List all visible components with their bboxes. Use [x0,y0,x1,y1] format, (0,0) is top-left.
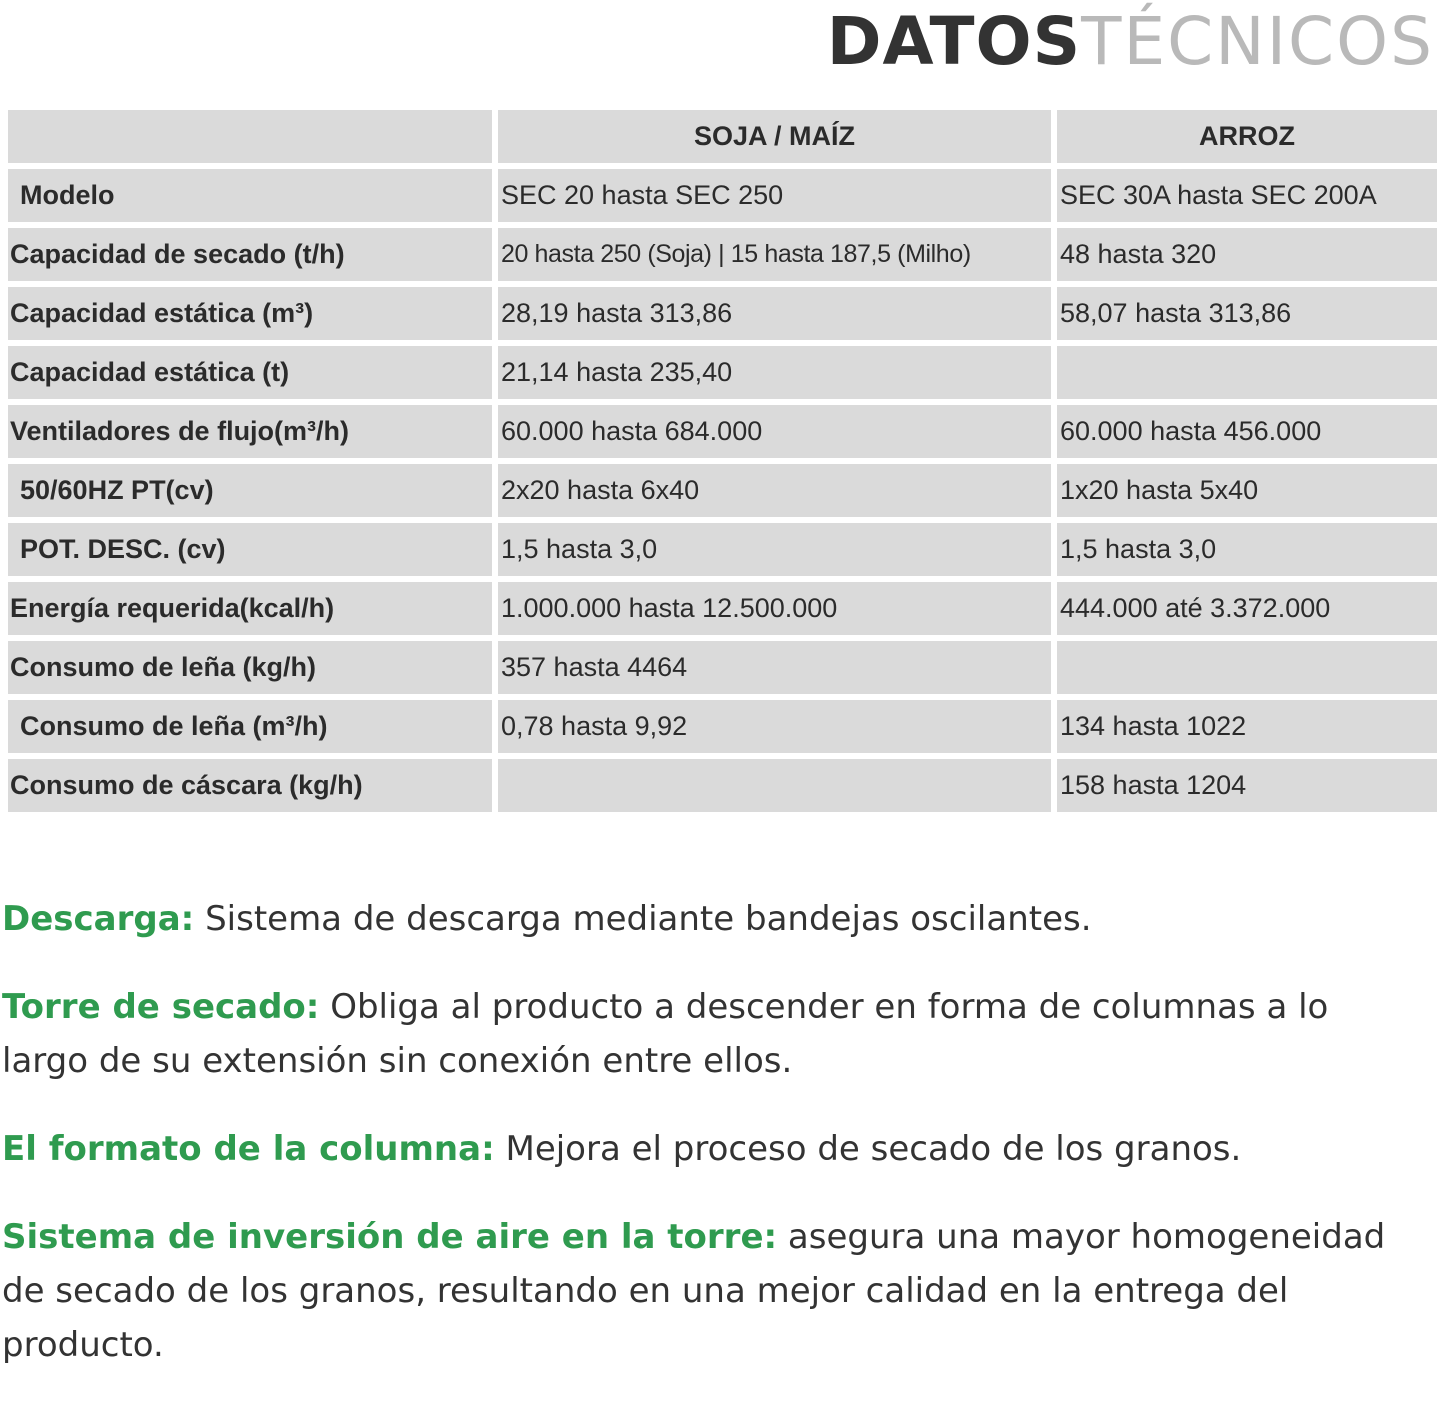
specs-table [2,104,1438,818]
table-row [8,641,1437,694]
cell-soja: 1.000.000 hasta 12.500.000 [498,582,1051,635]
note-text: Obliga al producto a descender en forma de columnas a lo largo de su extensión sin conexión entre ellos. [2,987,1329,1081]
header-soja-maiz: SOJA / MAÍZ [498,110,1051,163]
cell-arroz: 444.000 até 3.372.000 [1057,582,1437,635]
title-part-datos: DATOS [826,3,1082,80]
cell-soja: 1,5 hasta 3,0 [498,523,1051,576]
row-label: Modelo [8,169,492,222]
note-descarga [2,892,1422,946]
table-row [8,228,1437,281]
note-formato-columna [2,1122,1422,1176]
cell-arroz: 158 hasta 1204 [1057,759,1437,812]
note-key: Torre de secado: [2,987,320,1027]
cell-arroz: 58,07 hasta 313,86 [1057,287,1437,340]
cell-soja: 2x20 hasta 6x40 [498,464,1051,517]
header-arroz: ARROZ [1057,110,1437,163]
cell-arroz: 60.000 hasta 456.000 [1057,405,1437,458]
cell-soja: 21,14 hasta 235,40 [498,346,1051,399]
cell-arroz [1057,641,1437,694]
note-text: Mejora el proceso de secado de los granos. [494,1129,1242,1169]
cell-soja: 0,78 hasta 9,92 [498,700,1051,753]
table-row [8,405,1437,458]
table-row [8,287,1437,340]
table-row [8,464,1437,517]
page-title [827,2,1434,82]
row-label: Consumo de cáscara (kg/h) [8,759,492,812]
note-key: El formato de la columna: [2,1129,495,1169]
table-row [8,700,1437,753]
row-label: 50/60HZ PT(cv) [8,464,492,517]
note-inversion-aire [2,1210,1422,1372]
note-text: asegura una mayor homogeneidad de secado de los granos, resultando en una mejor calidad en la entrega del producto. [2,1217,1386,1365]
cell-arroz: 48 hasta 320 [1057,228,1437,281]
note-torre-de-secado [2,980,1422,1088]
note-key: Sistema de inversión de aire en la torre: [2,1217,778,1257]
table-header-row [8,110,1437,163]
header-empty [8,110,492,163]
cell-arroz: 1x20 hasta 5x40 [1057,464,1437,517]
cell-soja: SEC 20 hasta SEC 250 [498,169,1051,222]
row-label: Energía requerida(kcal/h) [8,582,492,635]
row-label: POT. DESC. (cv) [8,523,492,576]
cell-soja [498,759,1051,812]
row-label: Consumo de leña (kg/h) [8,641,492,694]
row-label: Capacidad estática (m³) [8,287,492,340]
row-label: Capacidad de secado (t/h) [8,228,492,281]
table-row [8,523,1437,576]
table-row [8,169,1437,222]
row-label: Capacidad estática (t) [8,346,492,399]
cell-arroz: 134 hasta 1022 [1057,700,1437,753]
feature-notes [2,892,1422,1406]
table-row [8,582,1437,635]
table-row [8,759,1437,812]
cell-arroz [1057,346,1437,399]
cell-arroz: 1,5 hasta 3,0 [1057,523,1437,576]
title-part-tecnicos: TÉCNICOS [1081,3,1434,80]
cell-arroz: SEC 30A hasta SEC 200A [1057,169,1437,222]
cell-soja: 60.000 hasta 684.000 [498,405,1051,458]
cell-soja: 357 hasta 4464 [498,641,1051,694]
note-text: Sistema de descarga mediante bandejas oscilantes. [194,899,1092,939]
row-label: Consumo de leña (m³/h) [8,700,492,753]
row-label: Ventiladores de flujo(m³/h) [8,405,492,458]
cell-soja: 28,19 hasta 313,86 [498,287,1051,340]
cell-soja: 20 hasta 250 (Soja) | 15 hasta 187,5 (Milho) [498,228,1051,281]
note-key: Descarga: [2,899,195,939]
table-row [8,346,1437,399]
